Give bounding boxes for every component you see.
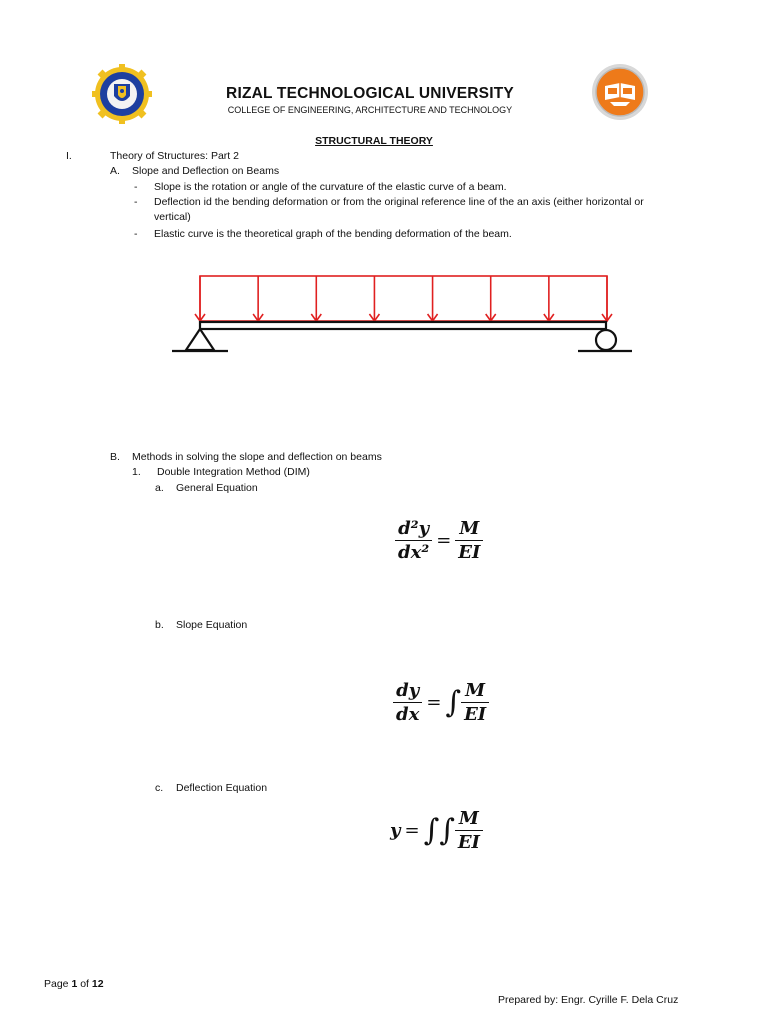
eq-general-rhs-den: EI bbox=[455, 540, 483, 563]
deflection-equation bbox=[390, 808, 483, 853]
eq-general-lhs-num: d²y bbox=[398, 518, 430, 539]
eq-deflection-rhs-num: M bbox=[458, 808, 479, 829]
eq-slope-rhs-num: M bbox=[465, 680, 486, 701]
outline-text-a: Slope and Deflection on Beams bbox=[132, 165, 280, 177]
section-title: STRUCTURAL THEORY bbox=[315, 135, 433, 147]
outline-text-1: Theory of Structures: Part 2 bbox=[110, 150, 239, 162]
beam-diagram bbox=[170, 270, 640, 360]
eq-slope-rhs-den: EI bbox=[461, 702, 489, 725]
page-prefix: Page bbox=[44, 978, 69, 990]
beam bbox=[200, 322, 606, 329]
university-name: RIZAL TECHNOLOGICAL UNIVERSITY bbox=[226, 85, 514, 102]
double-integral-icon: ∫∫ bbox=[423, 813, 455, 848]
college-name: COLLEGE OF ENGINEERING, ARCHITECTURE AND TECHNOLOGY bbox=[227, 105, 513, 115]
general-equation bbox=[395, 518, 483, 563]
sub-num-c: c. bbox=[155, 782, 164, 794]
method-text-1: Double Integration Method (DIM) bbox=[157, 466, 310, 478]
sub-num-b: b. bbox=[155, 619, 164, 631]
page-current: 1 bbox=[71, 978, 78, 990]
page-number bbox=[44, 977, 104, 991]
eq-general-rhs-num: M bbox=[459, 518, 480, 539]
outline-text-b: Methods in solving the slope and deflection on beams bbox=[132, 451, 382, 463]
roller-support bbox=[596, 330, 616, 350]
eq-general-lhs-den: dx² bbox=[395, 540, 432, 563]
eq-general-equals: = bbox=[436, 530, 452, 551]
bullet-elastic-curve: Elastic curve is the theoretical graph of the bending deformation of the beam. bbox=[154, 228, 512, 240]
bullet-mark: - bbox=[134, 196, 138, 208]
sub-text-a: General Equation bbox=[176, 482, 258, 494]
outline-num-1: I. bbox=[66, 150, 72, 162]
outline-num-b: B. bbox=[110, 451, 120, 463]
pin-support bbox=[186, 329, 214, 350]
bullet-slope: Slope is the rotation or angle of the curvature of the elastic curve of a beam. bbox=[154, 181, 507, 193]
eq-deflection-equals: = bbox=[404, 820, 420, 841]
prepared-by: Prepared by: Engr. Cyrille F. Dela Cruz bbox=[498, 994, 679, 1006]
page-of: of bbox=[80, 978, 89, 990]
outline-num-a: A. bbox=[110, 165, 120, 177]
eq-slope-lhs-num: dy bbox=[396, 680, 420, 701]
bullet-deflection-cont: vertical) bbox=[154, 211, 191, 223]
integral-icon: ∫ bbox=[445, 685, 462, 720]
eq-slope-lhs-den: dx bbox=[393, 702, 422, 725]
load-outline bbox=[200, 276, 607, 321]
eq-slope-equals: = bbox=[426, 692, 442, 713]
page-total: 12 bbox=[91, 978, 104, 990]
eq-deflection-rhs-den: EI bbox=[455, 830, 483, 853]
slope-equation bbox=[393, 680, 489, 725]
bullet-deflection: Deflection id the bending deformation or from the original reference line of the an axis (either horizontal or bbox=[154, 196, 644, 208]
method-num-1: 1. bbox=[132, 466, 141, 478]
distributed-load bbox=[195, 276, 612, 321]
bullet-mark: - bbox=[134, 181, 138, 193]
sub-num-a: a. bbox=[155, 482, 164, 494]
eq-deflection-lhs: y bbox=[390, 820, 401, 841]
sub-text-b: Slope Equation bbox=[176, 619, 248, 631]
bullet-mark: - bbox=[134, 228, 138, 240]
sub-text-c: Deflection Equation bbox=[176, 782, 268, 794]
